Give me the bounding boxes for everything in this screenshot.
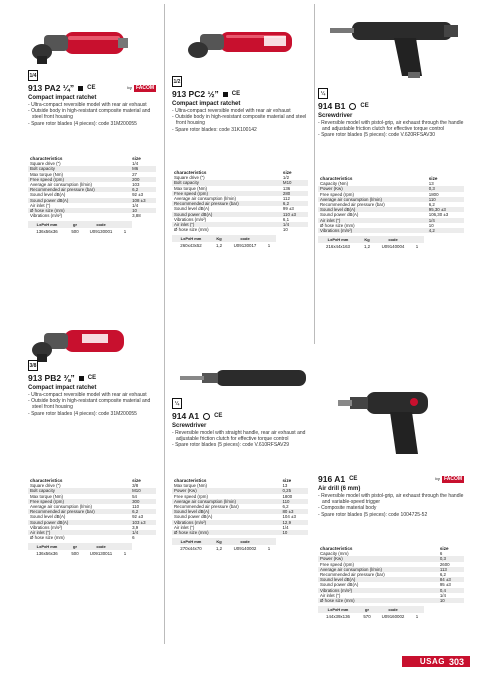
spec-row	[318, 228, 464, 233]
facom-logo: FACOM	[443, 475, 462, 482]
order-row: LxPxH mm 216x44x163 Kg 1,2 code U09140004 1	[318, 236, 464, 250]
spec-label: Free speed (rpm)	[320, 561, 354, 567]
product-description: - Ultra-compact reversible model with rear air exhaust - Outside body in high-resistant composite material and steel front housing - Spare rotor blades (4 pieces): code 31M200055	[28, 392, 156, 417]
ce-mark: CE	[360, 103, 369, 109]
spec-value: 1800	[282, 493, 293, 499]
square-drive-icon	[223, 92, 228, 97]
column-divider	[314, 4, 315, 344]
spec-value: 99 ±3	[282, 206, 294, 212]
usag-logo: USAG	[419, 657, 445, 666]
spec-table: characteristics size Capacity (mm) 6 Power (Kw) 0,3 Free speed (rpm) 2600 Average air consumption (l/min) 113 Recommended air pressure (bar) 6,2 Sound level dB(A) 84 ±3 Sound power dB(A) 95 ±3 Vibrations (m/s²) 0,4 Air inlet (") 1/4 Ø hose size (mm) 10	[318, 546, 464, 603]
spec-table-916a1	[318, 546, 464, 620]
spec-value: M6	[130, 166, 156, 171]
spec-value: 6,1	[282, 216, 290, 222]
spec-value: 6,2	[282, 504, 289, 510]
spec-label: Average air consumption (l/min)	[174, 196, 236, 202]
product-description: - Ultra-compact reversible model with rear air exhaust - Outside body in high-resistant composite material and steel front housing - Spare rotor blades: code 31K100142	[172, 108, 308, 133]
spec-label: Sound power dB(A)	[28, 520, 130, 525]
spec-label: Sound power dB(A)	[320, 212, 359, 218]
spec-value: 1/4	[439, 592, 446, 598]
product-description: - Reversible model with pistol-grip, air exhaust through the handle and variable-speed trigger - Composite material body - Spare rotor blades (5 pieces): code 1004725-52	[318, 493, 464, 518]
spec-value: 3/8	[132, 483, 139, 489]
ce-mark: CE	[231, 91, 241, 97]
spec-value: 280	[281, 191, 308, 196]
spec-value: 1/4	[130, 530, 156, 535]
product-description: - Reversible model with pistol-grip, air exhaust through the handle and adjustable friction clutch for effective torque control - Spare rotor blades (5 pieces): code V.620RFSAV30	[318, 120, 464, 139]
spec-label: Vibrations (m/s²)	[318, 588, 438, 593]
straight-screwdriver-image	[176, 362, 310, 394]
spec-row	[172, 227, 308, 232]
spec-label: Recommended air pressure (bar)	[320, 572, 385, 578]
spec-table-914a1	[172, 478, 308, 552]
spec-value: 84 ±3	[438, 577, 464, 582]
bit-size-icon: ¼	[318, 88, 328, 99]
spec-value: 3,88	[132, 213, 141, 219]
drive-size-icon: 1/4	[28, 70, 38, 81]
spec-value: 3,9	[132, 524, 139, 530]
spec-value: 103	[132, 182, 140, 188]
spec-label: Ø hose size (mm)	[318, 598, 438, 603]
spec-label: Air inlet (")	[30, 202, 51, 208]
product-title: Air drill (6 mm)	[318, 486, 361, 492]
order-row: LxPxH mm 136x56x36 gr 500 code U09130001 1	[28, 221, 156, 235]
product-model: 914 A1	[172, 411, 200, 421]
spec-value: 1/2	[282, 175, 290, 181]
spec-label: Sound level dB(A)	[174, 206, 210, 212]
spec-value: 6	[439, 551, 443, 557]
spec-value: 13	[282, 483, 288, 489]
spec-value: 6,2	[439, 572, 446, 578]
spec-label: Sound power dB(A)	[172, 212, 281, 217]
spec-label: Free speed (rpm)	[174, 493, 208, 499]
spec-value: 92 ±3	[132, 514, 144, 520]
spec-row	[28, 213, 156, 218]
spec-value: 6	[132, 535, 135, 541]
product-title: Compact impact ratchet	[28, 385, 97, 391]
spec-label: Average air consumption (l/min)	[172, 499, 280, 504]
product-model: 914 B1	[318, 101, 346, 111]
spec-value: 6,2	[281, 201, 308, 206]
spec-table-913pa2	[28, 156, 156, 235]
spec-value: 0,25	[280, 488, 308, 493]
air-drill-image	[336, 384, 436, 460]
drive-size-icon: 3/8	[28, 360, 38, 371]
product-description: - Ultra-compact reversible model with rear air exhaust - Outside body in high-resistant composite material and steel front housing - Spare rotor blades (4 pieces): code 31M200055	[28, 102, 156, 127]
spec-label: Average air consumption (l/min)	[30, 504, 92, 510]
spec-label: Power (Kw)	[318, 556, 438, 561]
spec-value: 110	[132, 504, 140, 510]
spec-value: 2600	[439, 561, 450, 567]
pistol-screwdriver-image	[324, 14, 464, 80]
spec-value: 0,4	[438, 588, 464, 593]
spec-value: 1/4	[282, 524, 289, 530]
spec-value: 112	[282, 196, 290, 202]
spec-label: Ø hose size (mm)	[28, 208, 130, 213]
square-drive-icon	[78, 86, 83, 91]
spec-table-913pc2	[172, 170, 308, 249]
spec-value: 1/4	[132, 161, 139, 167]
page-footer	[402, 656, 470, 667]
ce-mark: CE	[349, 476, 358, 482]
ce-mark: CE	[87, 375, 97, 381]
order-row: LxPxH mm 144x39x136 gr 570 code U09160002 1	[318, 606, 464, 620]
product-title: Screwdriver	[172, 423, 207, 429]
spec-label: Ø hose size (mm)	[320, 222, 355, 228]
product-914b1	[318, 88, 464, 139]
spec-label: Max torque (Nm)	[174, 185, 207, 191]
spec-value: 6,2	[428, 202, 435, 208]
spec-value: 10	[438, 598, 464, 603]
spec-label: Free speed (rpm)	[28, 177, 130, 182]
spec-value: 1800	[428, 191, 439, 197]
impact-ratchet-image	[186, 24, 296, 64]
by-label: by	[127, 85, 132, 90]
spec-label: Air inlet (")	[174, 524, 195, 530]
spec-label: Sound power dB(A)	[28, 198, 130, 203]
spec-label: Square drive (")	[30, 161, 61, 167]
spec-value: 54	[132, 493, 137, 499]
by-label: by	[435, 476, 440, 481]
spec-table-914b1	[318, 176, 464, 250]
spec-value: 106,30 ±3	[428, 212, 449, 218]
spec-label: Square drive (")	[30, 483, 61, 489]
order-row: LxPxH mm 260x43x52 Kg 1,2 code U09130017 1	[172, 235, 308, 249]
spec-label: Recommended air pressure (bar)	[28, 509, 130, 514]
bit-size-icon: ¼	[172, 398, 182, 409]
order-row: LxPxH mm 136x56x36 gr 500 code U09130011 1	[28, 543, 156, 557]
spec-value: 92 ±3	[132, 192, 144, 198]
spec-label: Ø hose size (mm)	[174, 227, 209, 233]
spec-value: 6,2	[130, 509, 156, 514]
spec-value: 110 ±3	[281, 212, 308, 217]
spec-label: Sound power dB(A)	[320, 582, 359, 588]
spec-value: 27	[132, 171, 137, 177]
spec-label: Recommended air pressure (bar)	[28, 187, 130, 192]
product-model: 913 PC2 ½”	[172, 89, 219, 99]
spec-label: Free speed (rpm)	[172, 191, 281, 196]
spec-label: Capacity (mm)	[320, 551, 349, 557]
spec-value: 95,30 ±3	[427, 207, 464, 212]
spec-value: 0,3	[427, 186, 464, 191]
spec-value: 110	[427, 197, 464, 202]
spec-value: 12,9	[280, 520, 308, 525]
spec-table-913pb2	[28, 478, 156, 557]
spec-value: 6,2	[130, 187, 156, 192]
spec-value: 0,3	[438, 556, 464, 561]
page-number: 303	[448, 656, 464, 667]
spec-label: Capacity (Nm)	[320, 181, 349, 187]
spec-value: 10	[282, 227, 288, 233]
spec-value: M10	[130, 488, 156, 493]
hex-drive-icon	[349, 103, 356, 110]
product-model: 916 A1	[318, 474, 346, 484]
spec-label: Average air consumption (l/min)	[318, 567, 438, 572]
spec-value: 10	[428, 222, 434, 228]
spec-value: 1/4	[281, 222, 308, 227]
spec-value: 10	[280, 530, 308, 535]
product-913pb2	[28, 360, 156, 417]
impact-ratchet-image	[30, 22, 130, 70]
spec-label: Sound level dB(A)	[172, 509, 280, 514]
square-drive-icon	[79, 376, 84, 381]
product-916a1	[318, 474, 464, 518]
spec-table: characteristics size Square drive (") 1/4 Bolt capacity M6 Max torque (Nm) 27 Free speed (rpm) 200 Average air consumption (l/min) 103 Recommended air pressure (bar) 6,2 Sound level dB(A) 92 ±3 Sound power dB(A) 108 ±3 Air inlet (") 1/4 Ø hose size (mm) 10 Vibrations (m/s²) 3,88	[28, 156, 156, 218]
column-divider	[164, 4, 165, 644]
order-row: LxPxH mm 270x44x70 Kg 1,2 code U09140002 1	[172, 538, 308, 552]
spec-value: 200	[130, 177, 156, 182]
spec-label: Max torque (Nm)	[30, 171, 63, 177]
spec-label: Air inlet (")	[320, 592, 341, 598]
spec-label: Power (Kw)	[172, 488, 280, 493]
product-description: - Reversible model with straight handle, rear air exhaust and adjustable friction clutch for effective torque control - Spare rotor blades (5 pieces): code V.610RFSAV29	[172, 430, 308, 449]
drive-size-icon: 1/2	[172, 76, 182, 87]
product-model: 913 PB2 ⅜”	[28, 373, 75, 383]
spec-label: Sound level dB(A)	[30, 514, 66, 520]
spec-value: 13	[428, 181, 434, 187]
spec-value: 113	[438, 567, 464, 572]
spec-value: 110	[280, 499, 308, 504]
product-title: Screwdriver	[318, 113, 353, 119]
spec-row	[28, 535, 156, 540]
product-913pc2	[172, 76, 308, 133]
spec-label: Vibrations (m/s²)	[174, 216, 207, 222]
spec-label: Vibrations (m/s²)	[30, 213, 63, 219]
product-913pa2	[28, 70, 156, 127]
spec-label: Free speed (rpm)	[320, 191, 354, 197]
spec-value: 136	[282, 185, 291, 191]
spec-label: Vibrations (m/s²)	[172, 520, 280, 525]
product-914a1	[172, 398, 308, 449]
ce-mark: CE	[214, 413, 223, 419]
spec-label: Recommended air pressure (bar)	[174, 504, 239, 510]
spec-label: Air inlet (")	[28, 530, 130, 535]
hex-drive-icon	[203, 413, 210, 420]
spec-value: 300	[130, 499, 156, 504]
ce-mark: CE	[87, 85, 96, 91]
spec-value: 10	[130, 208, 156, 213]
product-title: Compact impact ratchet	[28, 95, 97, 101]
spec-label: Sound level dB(A)	[318, 207, 427, 212]
spec-label: Recommended air pressure (bar)	[320, 202, 385, 208]
spec-table: characteristics size Capacity (Nm) 13 Power (Kw) 0,3 Free speed (rpm) 1800 Average air consumption (l/min) 110 Recommended air pressure (bar) 6,2 Sound level dB(A) 95,30 ±3 Sound power dB(A) 106,30 ±3 Air inlet (") 1/4 Ø hose size (mm) 10 Vibrations (m/s²) 4,2	[318, 176, 464, 233]
spec-label: Bolt capacity	[28, 488, 130, 493]
spec-value: 108 ±3	[130, 198, 156, 203]
spec-label: Vibrations (m/s²)	[30, 524, 63, 530]
spec-value: 80 ±3	[280, 509, 308, 514]
spec-table: characteristics size Square drive (") 3/8 Bolt capacity M10 Max torque (Nm) 54 Free speed (rpm) 300 Average air consumption (l/min) 110 Recommended air pressure (bar) 6,2 Sound level dB(A) 92 ±3 Sound power dB(A) 103 ±3 Vibrations (m/s²) 3,9 Air inlet (") 1/4 Ø hose size (mm) 6	[28, 478, 156, 540]
spec-value: 4,2	[427, 228, 464, 233]
spec-label: Recommended air pressure (bar)	[172, 201, 281, 206]
spec-label: Max torque (Nm)	[30, 493, 63, 499]
spec-value: 1/4	[132, 202, 139, 208]
spec-label: Ø hose size (mm)	[172, 530, 280, 535]
spec-value: 103 ±3	[130, 520, 156, 525]
spec-row	[318, 598, 464, 603]
facom-logo: FACOM	[135, 84, 154, 91]
spec-label: Bolt capacity	[28, 166, 130, 171]
spec-row	[172, 530, 308, 535]
spec-value: 104 ±3	[282, 514, 296, 520]
spec-label: Bolt capacity	[172, 180, 281, 185]
product-model: 913 PA2 ¼”	[28, 83, 75, 93]
spec-label: Free speed (rpm)	[28, 499, 130, 504]
spec-label: Vibrations (m/s²)	[318, 228, 427, 233]
spec-value: 95 ±3	[439, 582, 451, 588]
spec-label: Ø hose size (mm)	[30, 535, 65, 541]
spec-label: Average air consumption (l/min)	[30, 182, 92, 188]
spec-label: Air inlet (")	[172, 222, 281, 227]
spec-table: characteristics size Square drive (") 1/2 Bolt capacity M10 Max torque (Nm) 136 Free speed (rpm) 280 Average air consumption (l/min) 112 Recommended air pressure (bar) 6,2 Sound level dB(A) 99 ±3 Sound power dB(A) 110 ±3 Vibrations (m/s²) 6,1 Air inlet (") 1/4 Ø hose size (mm) 10	[172, 170, 308, 232]
spec-label: Sound level dB(A)	[318, 577, 438, 582]
spec-label: Average air consumption (l/min)	[318, 197, 427, 202]
spec-label: Sound power dB(A)	[174, 514, 213, 520]
spec-label: Power (Kw)	[318, 186, 427, 191]
spec-label: Max torque (Nm)	[174, 483, 207, 489]
spec-label: Air inlet (")	[318, 218, 427, 223]
spec-value: 1/4	[427, 218, 464, 223]
spec-label: Sound level dB(A)	[30, 192, 66, 198]
spec-label: Square drive (")	[174, 175, 205, 181]
spec-value: M10	[281, 180, 308, 185]
spec-table: characteristics size Max torque (Nm) 13 Power (Kw) 0,25 Free speed (rpm) 1800 Average air consumption (l/min) 110 Recommended air pressure (bar) 6,2 Sound level dB(A) 80 ±3 Sound power dB(A) 104 ±3 Vibrations (m/s²) 12,9 Air inlet (") 1/4 Ø hose size (mm) 10	[172, 478, 308, 535]
product-title: Compact impact ratchet	[172, 101, 241, 107]
